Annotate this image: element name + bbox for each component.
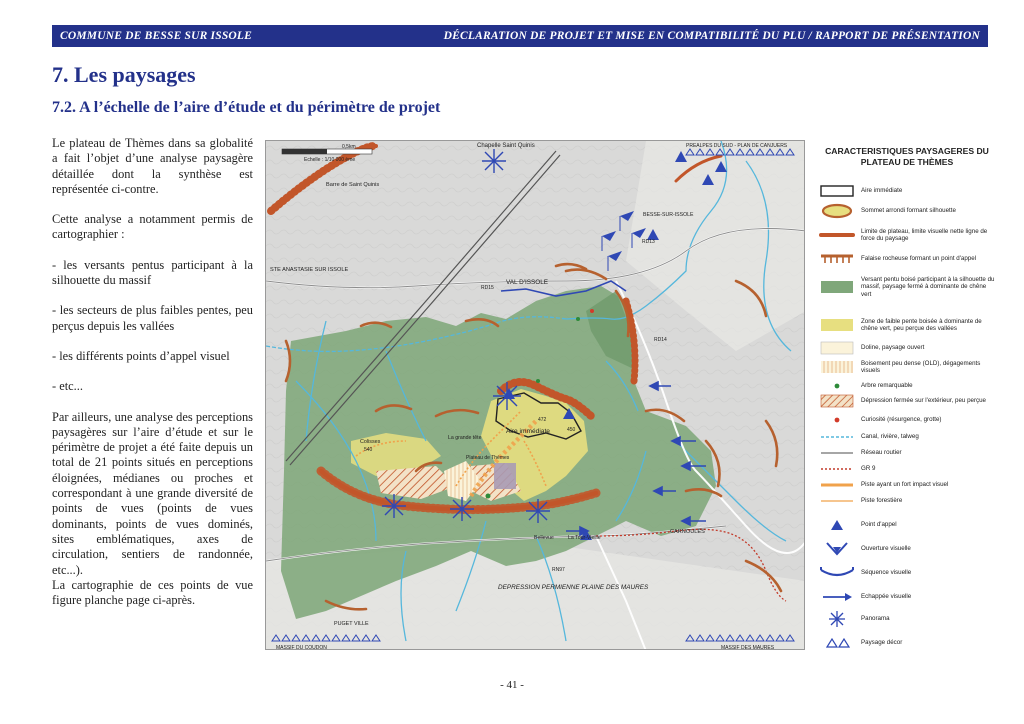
legend-item: Echappée visuelle — [817, 588, 997, 606]
svg-text:Echelle : 1/10 000 ème: Echelle : 1/10 000 ème — [304, 157, 356, 163]
svg-text:Plateau de Thèmes: Plateau de Thèmes — [466, 455, 510, 461]
paragraph: - les versants pentus participant à la silhouette du massif — [52, 257, 253, 288]
svg-text:RD13: RD13 — [642, 239, 655, 245]
svg-text:RN97: RN97 — [552, 567, 565, 573]
svg-text:PUGET VILLE: PUGET VILLE — [334, 621, 369, 627]
svg-text:RD14: RD14 — [654, 337, 667, 343]
svg-text:Bellevue: Bellevue — [534, 535, 554, 541]
legend-item: Versant pentu boisé participant à la silhouette du massif, paysage fermé à dominante de chêne vert — [817, 276, 997, 298]
legend-item: Point d'appel — [817, 516, 997, 534]
section-subtitle: 7.2. A l’échelle de l’aire d’étude et du périmètre de projet — [52, 99, 441, 116]
svg-text:Chapelle Saint Quinis: Chapelle Saint Quinis — [477, 143, 535, 149]
svg-text:450: 450 — [567, 427, 576, 433]
legend-item: Canal, rivière, talweg — [861, 433, 919, 441]
svg-text:CARNOULES: CARNOULES — [670, 529, 705, 535]
svg-text:DEPRESSION PERMIENNE PLAINE DE: DEPRESSION PERMIENNE PLAINE DES MAURES — [498, 584, 649, 591]
legend-item: Boisement peu dense (OLD), dégagements visuels — [817, 358, 997, 376]
svg-text:PREALPES DU SUD - PLAN DE CANJ: PREALPES DU SUD - PLAN DE CANJUERS — [686, 143, 788, 149]
map-legend — [817, 146, 997, 647]
legend-item: Piste forestière — [861, 497, 903, 505]
legend-item: Dépression fermée sur l'extérieur, peu perçue — [817, 392, 997, 410]
svg-text:540: 540 — [364, 447, 373, 453]
svg-text:472: 472 — [538, 417, 547, 423]
paragraph: - les secteurs de plus faibles pentes, peu perçus depuis les vallées — [52, 303, 253, 333]
svg-text:Barre de Saint Quinis: Barre de Saint Quinis — [326, 182, 380, 188]
header-right: DÉCLARATION DE PROJET ET MISE EN COMPATIBILITÉ DU PLU / RAPPORT DE PRÉSENTATION — [443, 30, 980, 42]
paragraph: - etc... — [52, 379, 83, 394]
landscape-map — [265, 140, 805, 650]
legend-item: Paysage décor — [817, 634, 997, 652]
legend-item: Curiosité (résurgence, grotte) — [817, 411, 997, 429]
paragraph: Cette analyse a notamment permis de cartographier : — [52, 212, 253, 242]
svg-text:VAL D'ISSOLE: VAL D'ISSOLE — [506, 279, 549, 286]
svg-text:La grande tête: La grande tête — [448, 435, 482, 441]
body-text — [52, 136, 253, 623]
legend-item: Zone de faible pente boisée à dominante de chêne vert, peu perçue des vallées — [817, 316, 997, 334]
paragraph: Le plateau de Thèmes dans sa globalité a fait l’objet d’une analyse paysagère détaillée dont la synthèse est représentée ci-contre. — [52, 136, 253, 196]
paragraph: La cartographie de ces points de vue figure planche page ci-après. — [52, 577, 253, 608]
legend-item: GR 9 — [861, 465, 876, 473]
paragraph: Par ailleurs, une analyse des perceptions paysagères sur l’aire d’étude et sur le périmètre de projet a été faite depuis un total de 21 points situés en perceptions éloignées, médianes ou proches et correspondant à une grande diversité de points de vues (points de vues dominants, points de vues dominés, sites emblématiques, axes de circulation, sentiers de randonnée, etc...). — [52, 409, 253, 577]
legend-item: Arbre remarquable — [817, 377, 997, 395]
svg-text:Aire immédiate: Aire immédiate — [506, 428, 550, 435]
svg-text:0,5km: 0,5km — [342, 144, 356, 150]
svg-text:MASSIF DU COUDON: MASSIF DU COUDON — [276, 645, 327, 650]
page-number: - 41 - — [500, 679, 524, 691]
svg-text:La Tour-Vieille: La Tour-Vieille — [568, 535, 601, 541]
header-left: COMMUNE DE BESSE SUR ISSOLE — [60, 30, 253, 42]
legend-item: Séquence visuelle — [817, 564, 997, 582]
legend-item: Aire immédiate — [817, 182, 997, 200]
svg-text:BESSE-SUR-ISSOLE: BESSE-SUR-ISSOLE — [643, 212, 694, 218]
legend-item: Sommet arrondi formant silhouette — [817, 202, 997, 220]
legend-title: CARACTERISTIQUES PAYSAGERES DU PLATEAU DE THÈMES — [825, 146, 989, 167]
header-band — [52, 25, 988, 47]
legend-item: Doline, paysage ouvert — [817, 339, 997, 357]
map-svg — [266, 141, 805, 650]
legend-item: Limite de plateau, limite visuelle nette ligne de force du paysage — [861, 227, 988, 242]
page-title: 7. Les paysages — [52, 62, 196, 87]
legend-item: Panorama — [817, 610, 997, 628]
svg-text:MASSIF DES MAURES: MASSIF DES MAURES — [721, 645, 775, 650]
legend-item: Réseau routier — [861, 449, 902, 457]
legend-item: Piste ayant un fort impact visuel — [861, 481, 949, 489]
svg-text:RD15: RD15 — [481, 285, 494, 291]
legend-item: Falaise rocheuse formant un point d'appel — [817, 250, 997, 268]
svg-text:Colisses: Colisses — [360, 439, 381, 445]
paragraph: - les différents points d’appel visuel — [52, 348, 230, 363]
svg-text:STE ANASTASIE SUR ISSOLE: STE ANASTASIE SUR ISSOLE — [270, 267, 349, 273]
legend-item: Ouverture visuelle — [817, 540, 997, 558]
